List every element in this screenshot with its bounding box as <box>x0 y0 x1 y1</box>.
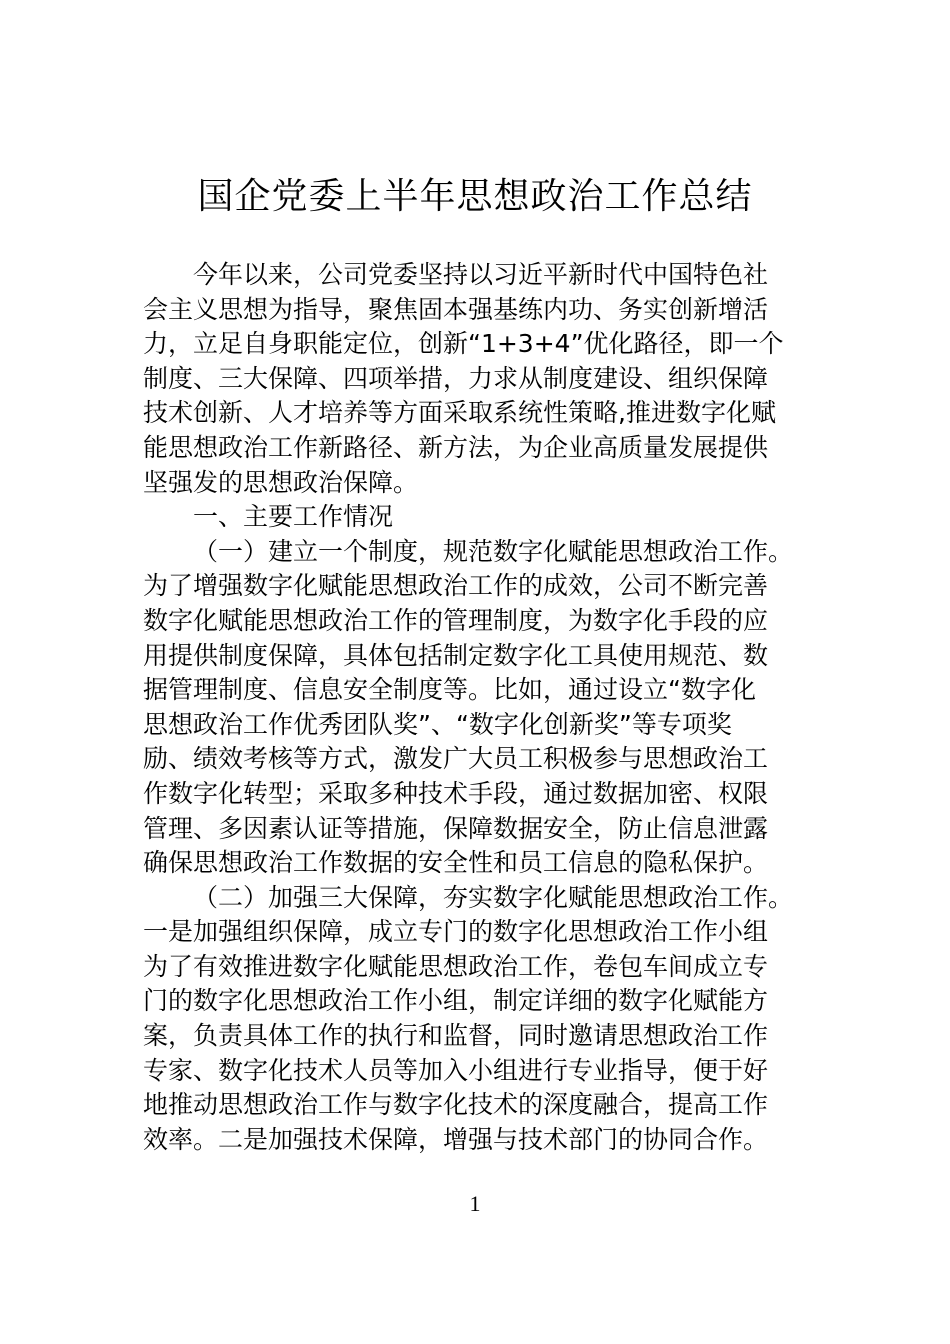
paragraph-line: 思想政治工作优秀团队奖”、“数字化创新奖”等专项奖 <box>143 709 732 739</box>
paragraph-line: 为了有效推进数字化赋能思想政治工作，卷包车间成立专 <box>143 951 769 981</box>
document-title: 国企党委上半年思想政治工作总结 <box>197 176 753 217</box>
paragraph-line: 数字化赋能思想政治工作的管理制度，为数字化手段的应 <box>143 605 769 635</box>
paragraph-line: 能思想政治工作新路径、新方法，为企业高质量发展提供 <box>143 432 769 462</box>
paragraph-line: 会主义思想为指导，聚焦固本强基练内功、务实创新增活 <box>143 294 769 324</box>
paragraph-line: 作数字化转型；采取多种技术手段，通过数据加密、权限 <box>143 778 769 808</box>
subsection-heading: （二）加强三大保障，夯实数字化赋能思想政治工作。 <box>193 882 794 912</box>
paragraph-line: 案，负责具体工作的执行和监督，同时邀请思想政治工作 <box>143 1021 769 1051</box>
paragraph-line: 制度、三大保障、四项举措，力求从制度建设、组织保障 <box>143 363 769 393</box>
document-body <box>143 258 823 1157</box>
subsection-heading: （一）建立一个制度，规范数字化赋能思想政治工作。 <box>193 536 794 566</box>
paragraph-line: 确保思想政治工作数据的安全性和员工信息的隐私保护。 <box>143 848 769 878</box>
paragraph-line: 管理、多因素认证等措施，保障数据安全，防止信息泄露 <box>143 813 769 843</box>
paragraph-line: 今年以来，公司党委坚持以习近平新时代中国特色社 <box>193 260 769 289</box>
paragraph-line: 励、绩效考核等方式，激发广大员工积极参与思想政治工 <box>143 744 769 774</box>
page-number: 1 <box>469 1191 481 1216</box>
paragraph-line: 效率。二是加强技术保障，增强与技术部门的协同合作。 <box>143 1124 769 1154</box>
paragraph-line: 用提供制度保障，具体包括制定数字化工具使用规范、数 <box>143 640 769 670</box>
paragraph-line: 专家、数字化技术人员等加入小组进行专业指导，便于好 <box>143 1055 769 1085</box>
paragraph-line: 为了增强数字化赋能思想政治工作的成效，公司不断完善 <box>143 571 769 601</box>
paragraph-line: 据管理制度、信息安全制度等。比如，通过设立“数字化 <box>143 675 756 705</box>
paragraph-line: 门的数字化思想政治工作小组，制定详细的数字化赋能方 <box>143 986 769 1016</box>
paragraph-line: 坚强发的思想政治保障。 <box>143 467 419 497</box>
paragraph-line: 技术创新、人才培养等方面采取系统性策略,推进数字化赋 <box>143 398 776 428</box>
paragraph-line: 地推动思想政治工作与数字化技术的深度融合，提高工作 <box>143 1090 769 1120</box>
paragraph-line: 力，立足自身职能定位，创新“1+3+4”优化路径，即一个 <box>143 329 784 359</box>
paragraph-line: 一是加强组织保障，成立专门的数字化思想政治工作小组 <box>143 917 769 947</box>
section-heading: 一、主要工作情况 <box>193 502 394 532</box>
